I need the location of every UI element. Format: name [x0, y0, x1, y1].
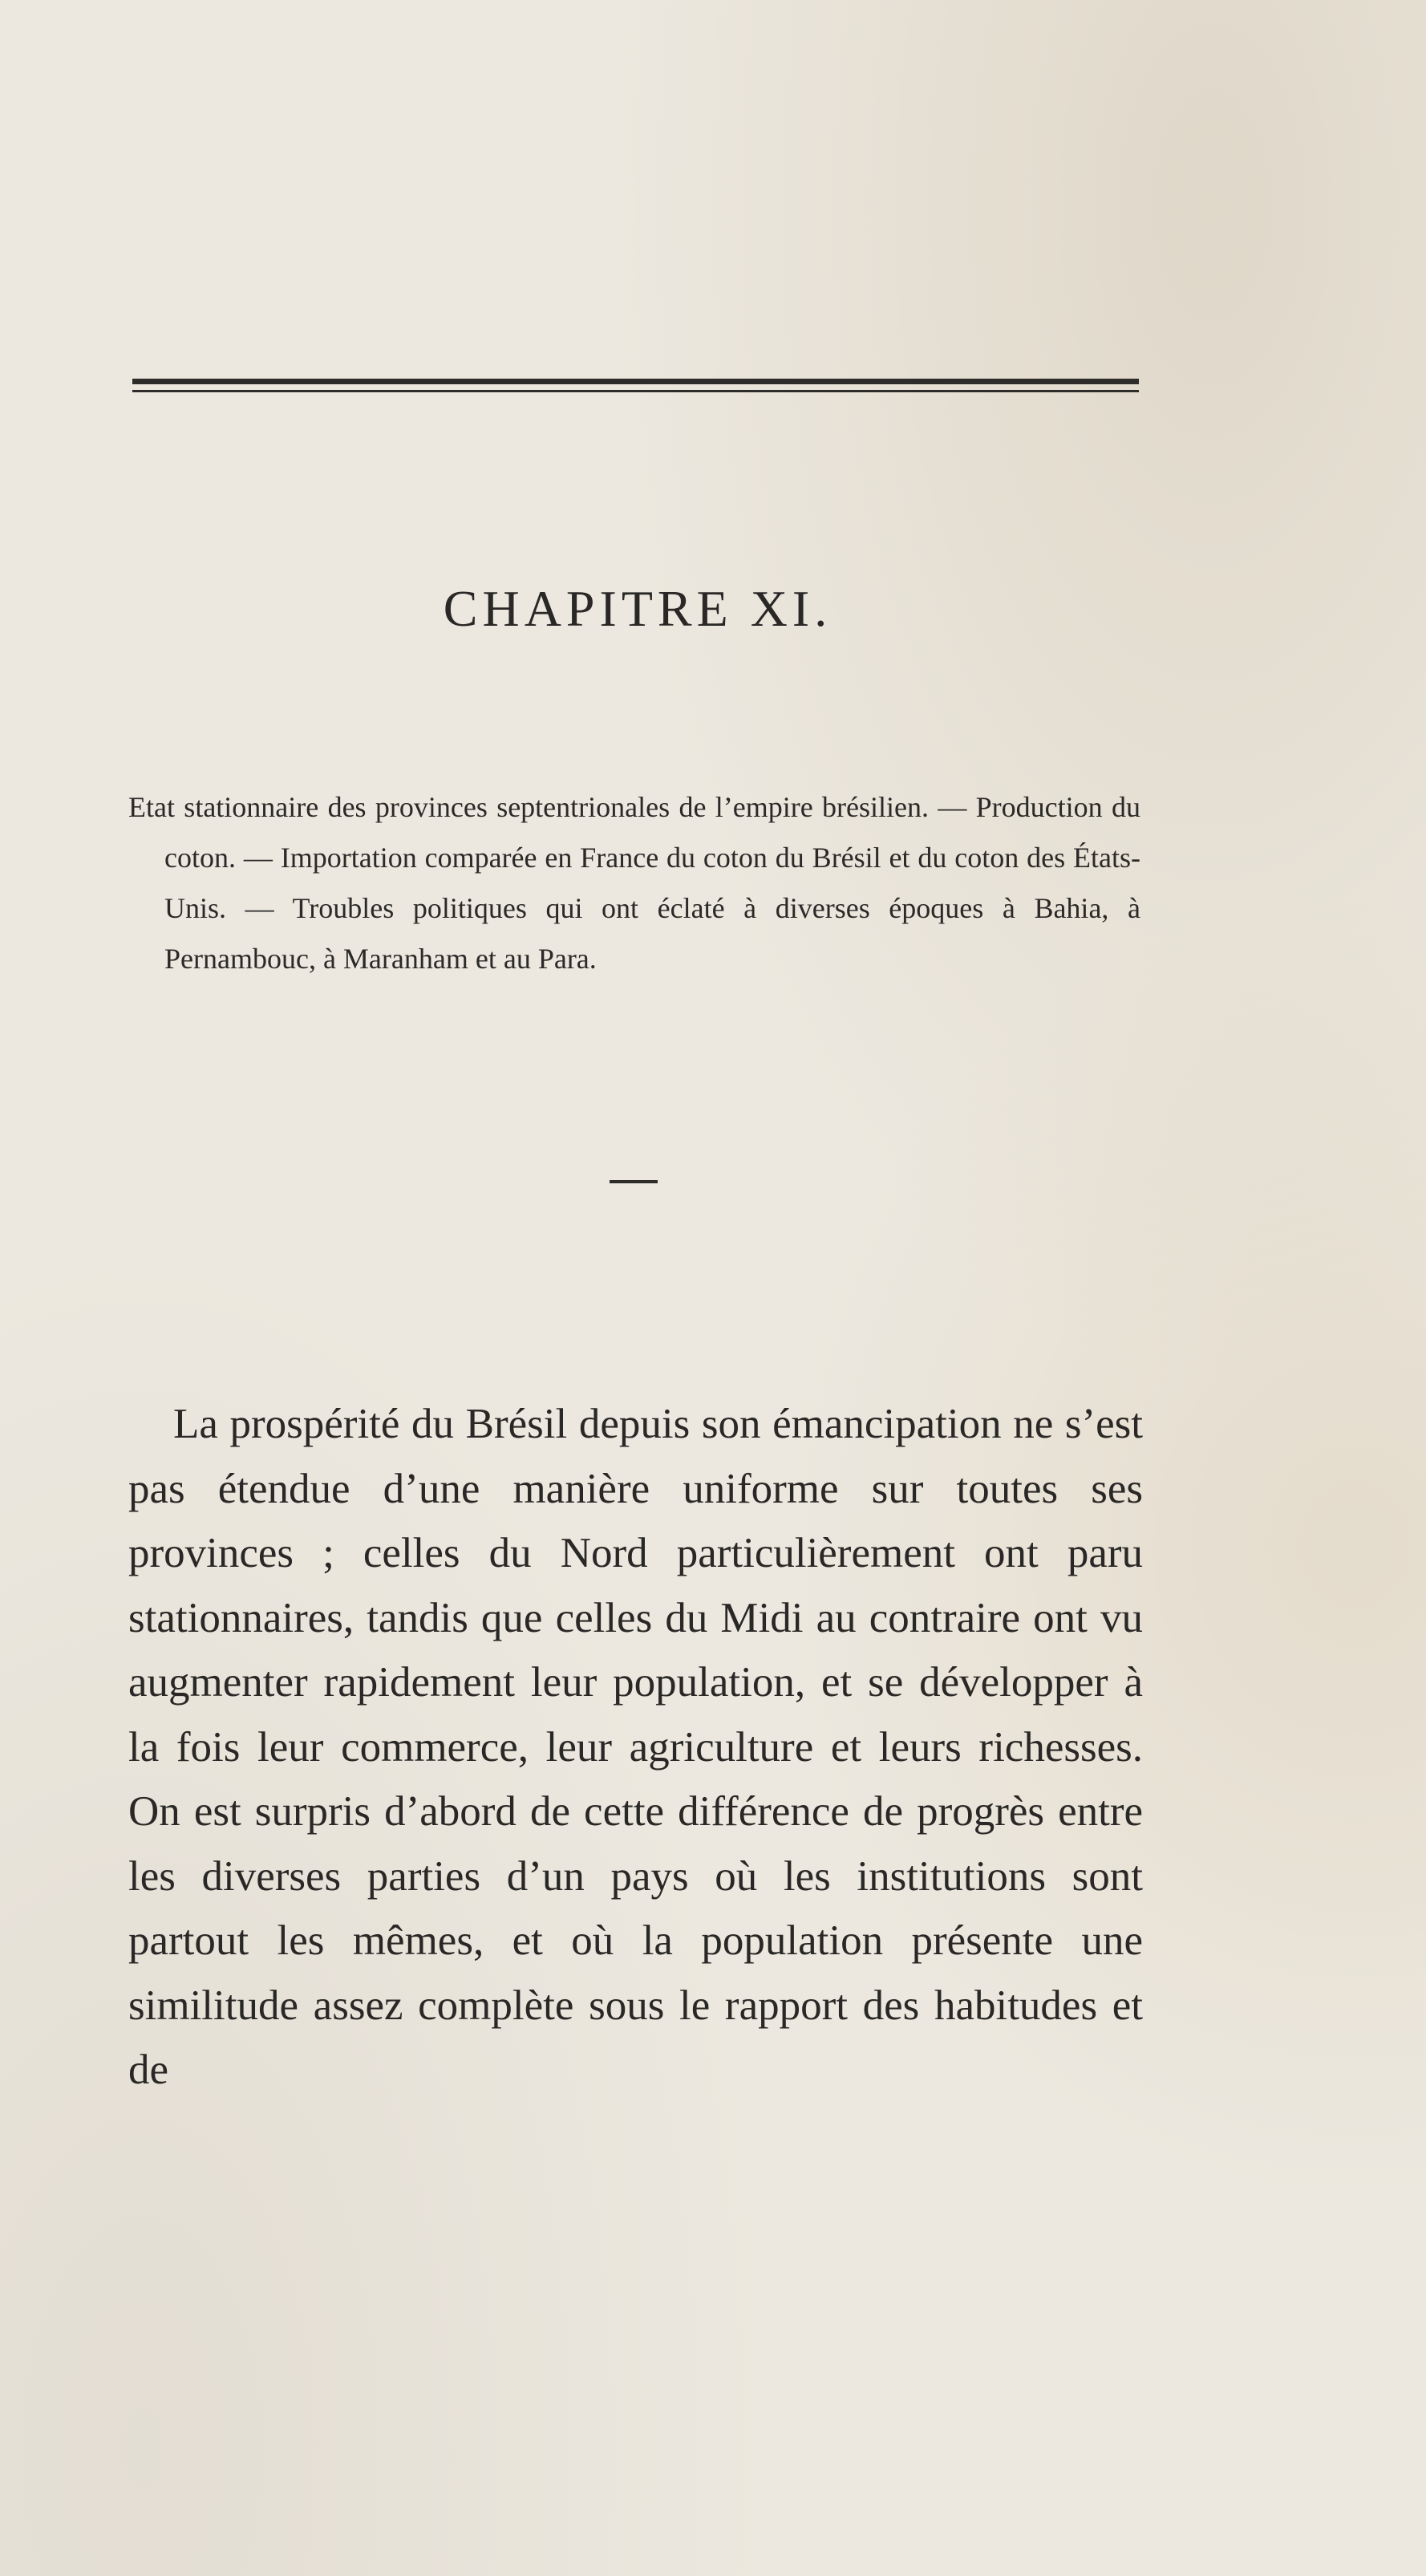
header-rule-thick	[132, 379, 1139, 384]
chapter-summary	[128, 782, 1140, 984]
section-divider	[610, 1180, 658, 1183]
header-double-rule	[132, 379, 1139, 396]
body-text	[128, 1392, 1143, 2103]
chapter-title: CHAPITRE XI.	[443, 580, 833, 637]
header-rule-thin	[132, 390, 1139, 392]
chapter-summary-text: Etat stationnaire des provinces septentrionales de l’empire brésilien. — Production du coton. — Importation comparée en France du coton du Brésil et du coton des États-Unis. — Troubles politiques qui ont éclaté à diverses époques à Bahia, à Pernambouc, à Maranham et au Para.	[128, 791, 1140, 975]
body-paragraph: La prospérité du Brésil depuis son émancipation ne s’est pas étendue d’une manière uniforme sur toutes ses provinces ; celles du Nord particulièrement ont paru stationnaires, tandis que celles du Midi au contraire ont vu augmenter rapidement leur population, et se développer à la fois leur commerce, leur agriculture et leurs richesses. On est surpris d’abord de cette différence de progrès entre les diverses parties d’un pays où les institutions sont partout les mêmes, et où la population présente une similitude assez complète sous le rapport des habitudes et de	[128, 1401, 1143, 2093]
